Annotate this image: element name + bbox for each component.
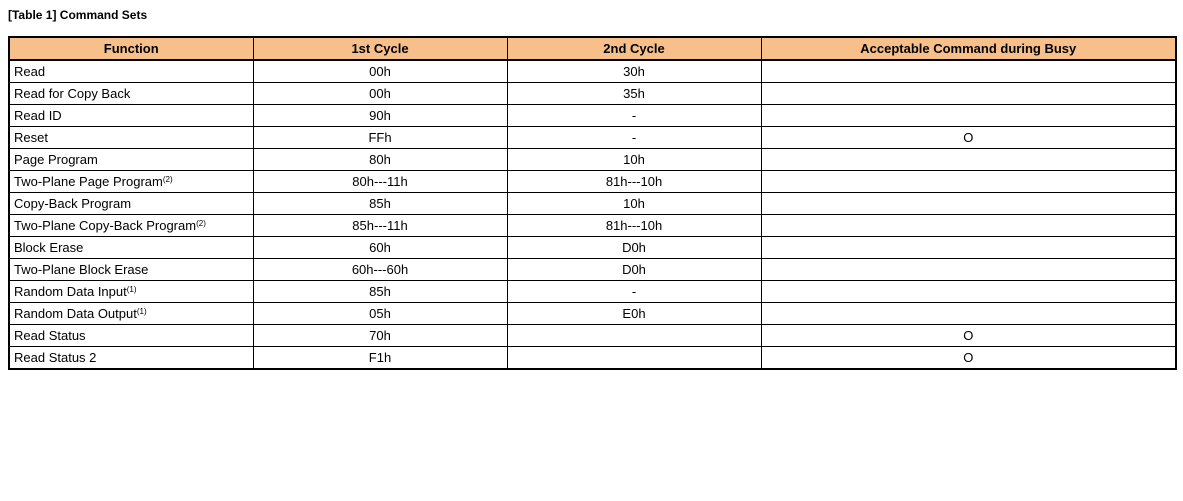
footnote-marker: (2)	[162, 175, 173, 184]
second-cycle-cell: 35h	[507, 83, 761, 105]
table-row	[9, 303, 1176, 325]
first-cycle-cell: 80h	[253, 149, 507, 171]
table-row	[9, 325, 1176, 347]
function-cell	[9, 83, 253, 105]
first-cycle-cell: 85h---11h	[253, 215, 507, 237]
function-cell	[9, 281, 253, 303]
second-cycle-cell: E0h	[507, 303, 761, 325]
function-cell	[9, 303, 253, 325]
second-cycle-cell: 30h	[507, 60, 761, 83]
second-cycle-cell: -	[507, 281, 761, 303]
function-name: Random Data Input	[14, 284, 127, 299]
first-cycle-cell: 90h	[253, 105, 507, 127]
second-cycle-cell	[507, 325, 761, 347]
header-first-cycle: 1st Cycle	[253, 37, 507, 60]
function-cell	[9, 127, 253, 149]
first-cycle-cell: 00h	[253, 60, 507, 83]
acceptable-during-busy-cell	[761, 171, 1176, 193]
function-name: Random Data Output	[14, 306, 137, 321]
acceptable-during-busy-cell: O	[761, 347, 1176, 370]
table-row	[9, 171, 1176, 193]
function-name: Read ID	[14, 108, 62, 123]
footnote-marker: (1)	[136, 307, 147, 316]
first-cycle-cell: 60h	[253, 237, 507, 259]
first-cycle-cell: F1h	[253, 347, 507, 370]
acceptable-during-busy-cell	[761, 149, 1176, 171]
header-second-cycle: 2nd Cycle	[507, 37, 761, 60]
acceptable-during-busy-cell	[761, 83, 1176, 105]
table-row	[9, 259, 1176, 281]
second-cycle-cell: 81h---10h	[507, 171, 761, 193]
table-row	[9, 105, 1176, 127]
function-name: Read Status 2	[14, 350, 97, 365]
acceptable-during-busy-cell	[761, 215, 1176, 237]
function-cell	[9, 171, 253, 193]
table-row	[9, 83, 1176, 105]
function-name: Copy-Back Program	[14, 196, 132, 211]
function-name: Two-Plane Block Erase	[14, 262, 149, 277]
function-cell	[9, 347, 253, 370]
acceptable-during-busy-cell	[761, 193, 1176, 215]
table-row	[9, 215, 1176, 237]
function-name: Read Status	[14, 328, 86, 343]
table-row	[9, 193, 1176, 215]
table-header-row	[9, 37, 1176, 60]
command-sets-table	[8, 36, 1177, 370]
acceptable-during-busy-cell	[761, 60, 1176, 83]
first-cycle-cell: 85h	[253, 193, 507, 215]
first-cycle-cell: 05h	[253, 303, 507, 325]
acceptable-during-busy-cell: O	[761, 127, 1176, 149]
function-cell	[9, 193, 253, 215]
acceptable-during-busy-cell	[761, 237, 1176, 259]
function-cell	[9, 325, 253, 347]
function-name: Two-Plane Page Program	[14, 174, 163, 189]
second-cycle-cell: D0h	[507, 259, 761, 281]
acceptable-during-busy-cell: O	[761, 325, 1176, 347]
table-row	[9, 60, 1176, 83]
footnote-marker: (2)	[196, 219, 206, 228]
function-cell	[9, 105, 253, 127]
first-cycle-cell: 70h	[253, 325, 507, 347]
second-cycle-cell: 10h	[507, 149, 761, 171]
acceptable-during-busy-cell	[761, 303, 1176, 325]
acceptable-during-busy-cell	[761, 259, 1176, 281]
second-cycle-cell: -	[507, 127, 761, 149]
header-acceptable-during-busy: Acceptable Command during Busy	[761, 37, 1176, 60]
function-name: Read	[14, 64, 46, 79]
second-cycle-cell: 81h---10h	[507, 215, 761, 237]
first-cycle-cell: 80h---11h	[253, 171, 507, 193]
function-name: Page Program	[14, 152, 98, 167]
table-row	[9, 149, 1176, 171]
function-cell	[9, 237, 253, 259]
table-row	[9, 347, 1176, 370]
function-name: Read for Copy Back	[14, 86, 131, 101]
first-cycle-cell: FFh	[253, 127, 507, 149]
first-cycle-cell: 60h---60h	[253, 259, 507, 281]
function-cell	[9, 60, 253, 83]
footnote-marker: (1)	[126, 285, 137, 294]
table-row	[9, 127, 1176, 149]
table-row	[9, 281, 1176, 303]
function-cell	[9, 149, 253, 171]
function-cell	[9, 259, 253, 281]
function-name: Block Erase	[14, 240, 84, 255]
first-cycle-cell: 00h	[253, 83, 507, 105]
table-caption: [Table 1] Command Sets	[8, 8, 148, 22]
function-cell	[9, 215, 253, 237]
second-cycle-cell: 10h	[507, 193, 761, 215]
second-cycle-cell	[507, 347, 761, 370]
second-cycle-cell: D0h	[507, 237, 761, 259]
second-cycle-cell: -	[507, 105, 761, 127]
header-function: Function	[9, 37, 253, 60]
function-name: Reset	[14, 130, 48, 145]
function-name: Two-Plane Copy-Back Program	[14, 218, 197, 233]
table-row	[9, 237, 1176, 259]
acceptable-during-busy-cell	[761, 105, 1176, 127]
acceptable-during-busy-cell	[761, 281, 1176, 303]
first-cycle-cell: 85h	[253, 281, 507, 303]
